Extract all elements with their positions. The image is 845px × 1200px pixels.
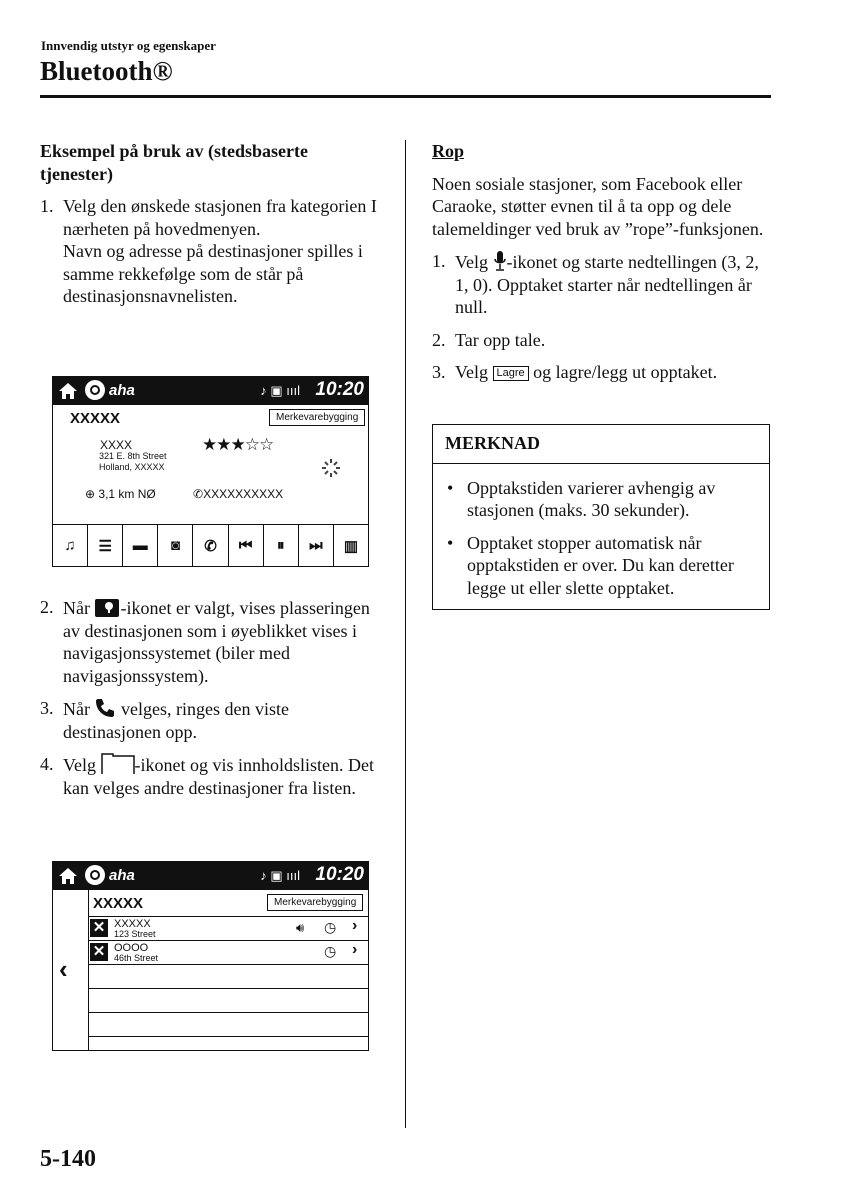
screen-toolbar — [53, 524, 368, 566]
step-3 — [40, 697, 385, 743]
step-number: 1. — [432, 251, 446, 271]
step-number: 4. — [40, 754, 54, 774]
item-street: 46th Street — [114, 953, 159, 963]
station-name: XXXXX — [70, 410, 121, 427]
app-name: aha — [109, 382, 135, 399]
step-text: Tar opp tale. — [455, 329, 546, 350]
status-bar — [53, 862, 368, 890]
page-title: Bluetooth® — [40, 56, 173, 86]
clock: 10:20 — [315, 379, 364, 400]
list-item-empty — [88, 964, 368, 989]
item-name: XXXXX — [114, 918, 151, 930]
speaker-icon: 🔊︎ — [296, 920, 305, 935]
rop-heading: Rop — [432, 141, 465, 161]
step-text: -ikonet er valgt, vises plasseringen av destinasjonen som i øyeblikket vises i navigasjonssystemet (biler med navigasjonssystem). — [63, 598, 370, 686]
loading-spinner-icon — [320, 457, 342, 479]
microphone-icon — [493, 250, 507, 272]
home-icon[interactable] — [58, 867, 78, 885]
lagre-key: Lagre — [493, 366, 529, 381]
rop-intro: Noen sosiale stasjoner, som Facebook eller Caraoke, støtter evnen til å ta opp og dele talemeldinger ved bruk av ”rope”-funksjonen. — [432, 173, 764, 239]
home-icon[interactable] — [58, 382, 78, 400]
list-item[interactable] — [88, 916, 368, 941]
next-icon[interactable]: ⏭ — [299, 525, 334, 566]
note-item: • Opptaket stopper automatisk når opptakstiden er over. Du kan deretter legge ut eller slette opptaket. — [445, 532, 757, 600]
previous-icon[interactable]: ⏮ — [229, 525, 264, 566]
pause-icon[interactable]: ⏸ — [264, 525, 299, 566]
list-item-empty — [88, 1036, 368, 1037]
step-number: 3. — [40, 698, 54, 718]
rop-step-3 — [432, 361, 770, 384]
example-heading: Eksempel på bruk av (stedsbaserte tjenester) — [40, 141, 309, 184]
list-item[interactable] — [88, 940, 368, 965]
title-rule — [40, 95, 771, 98]
close-icon[interactable]: ✕ — [90, 943, 108, 961]
note-heading: MERKNAD — [433, 425, 769, 464]
rop-step-1 — [432, 250, 770, 319]
station-name: XXXXX — [93, 895, 144, 912]
left-column-bottom — [40, 596, 385, 799]
section-label: Innvendig utstyr og egenskaper — [41, 38, 216, 53]
close-icon[interactable]: ✕ — [90, 919, 108, 937]
clock-icon: ◷ — [324, 943, 337, 959]
step-text: Velg — [455, 362, 488, 382]
rop-step-2 — [432, 329, 770, 352]
equalizer-icon[interactable]: ▥ — [343, 537, 359, 555]
step-2 — [40, 596, 385, 687]
list-item-empty — [88, 1012, 368, 1037]
aha-list-screen — [52, 861, 369, 1051]
map-icon[interactable]: ◙ — [158, 525, 193, 566]
chevron-right-icon[interactable]: › — [352, 917, 358, 934]
folder-icon — [101, 753, 135, 775]
address-line-1: 321 E. 8th Street — [99, 451, 167, 461]
signal-icon: ♪ ▣ ıııl — [260, 868, 300, 883]
list-item-empty — [88, 988, 368, 1013]
item-name: OOOO — [114, 942, 149, 954]
back-chevron-icon[interactable]: ‹ — [59, 954, 68, 984]
app-name: aha — [109, 867, 135, 884]
step-number: 1. — [40, 196, 54, 216]
chevron-right-icon[interactable]: › — [352, 941, 358, 958]
place-name: XXXX — [100, 438, 133, 452]
step-4 — [40, 753, 385, 799]
call-icon[interactable]: ✆ — [193, 525, 228, 566]
phone-icon: ✆ — [193, 487, 204, 501]
music-icon[interactable]: ♫ — [53, 525, 88, 566]
status-bar — [53, 377, 368, 405]
rating-stars: ★★★☆☆ — [202, 435, 274, 454]
note-box — [432, 424, 770, 610]
clock: 10:20 — [315, 864, 364, 885]
step-1 — [40, 195, 385, 308]
step-text: Velg den ønskede stasjonen fra kategorien I nærheten på hovedmenyen. — [63, 196, 377, 239]
aha-logo-icon — [85, 865, 105, 885]
folder-icon[interactable]: ▬ — [123, 525, 158, 566]
distance-row — [85, 487, 156, 501]
step-text: og lagre/legg ut opptaket. — [533, 362, 718, 382]
branding-button[interactable]: Merkevarebygging — [269, 409, 365, 426]
item-street: 123 Street — [114, 929, 156, 939]
step-text: -ikonet og starte nedtellingen (3, 2, 1, 0). Opptaket starter når nedtellingen år null. — [455, 252, 759, 317]
column-divider — [405, 140, 406, 1128]
step-text: Velg — [63, 755, 96, 775]
step-text: velges, ringes den viste destinasjonen opp. — [63, 699, 289, 742]
clock-icon: ◷ — [324, 919, 337, 935]
step-text: Navn og adresse på destinasjoner spilles i samme rekkefølge som de står på destinasjonsnavnelisten. — [63, 241, 363, 306]
globe-icon: ⊕ — [85, 487, 96, 501]
phone-row — [193, 487, 283, 501]
note-item: • Opptakstiden varierer avhengig av stasjonen (maks. 30 sekunder). — [445, 477, 757, 522]
step-text: Når — [63, 699, 90, 719]
note-body — [433, 464, 769, 610]
step-number: 3. — [432, 362, 446, 382]
step-text: Når — [63, 598, 90, 618]
step-number: 2. — [432, 329, 446, 350]
step-number: 2. — [40, 597, 54, 617]
aha-station-screen — [52, 376, 369, 567]
signal-icon: ♪ ▣ ıııl — [260, 383, 300, 398]
map-icon — [94, 596, 120, 618]
left-column-top — [40, 140, 385, 308]
list-icon[interactable]: ☰ — [88, 525, 123, 566]
step-text: Velg — [455, 252, 488, 272]
address-line-2: Holland, XXXXX — [99, 462, 165, 472]
phone-number: XXXXXXXXXX — [203, 487, 284, 501]
right-column — [432, 140, 770, 384]
branding-button[interactable]: Merkevarebygging — [267, 894, 363, 911]
page-number: 5-140 — [40, 1146, 96, 1172]
distance: 3,1 km NØ — [98, 487, 156, 501]
phone-icon — [94, 697, 116, 719]
aha-logo-icon — [85, 380, 105, 400]
step-text: -ikonet og vis innholdslisten. Det kan velges andre destinasjoner fra listen. — [63, 755, 374, 798]
